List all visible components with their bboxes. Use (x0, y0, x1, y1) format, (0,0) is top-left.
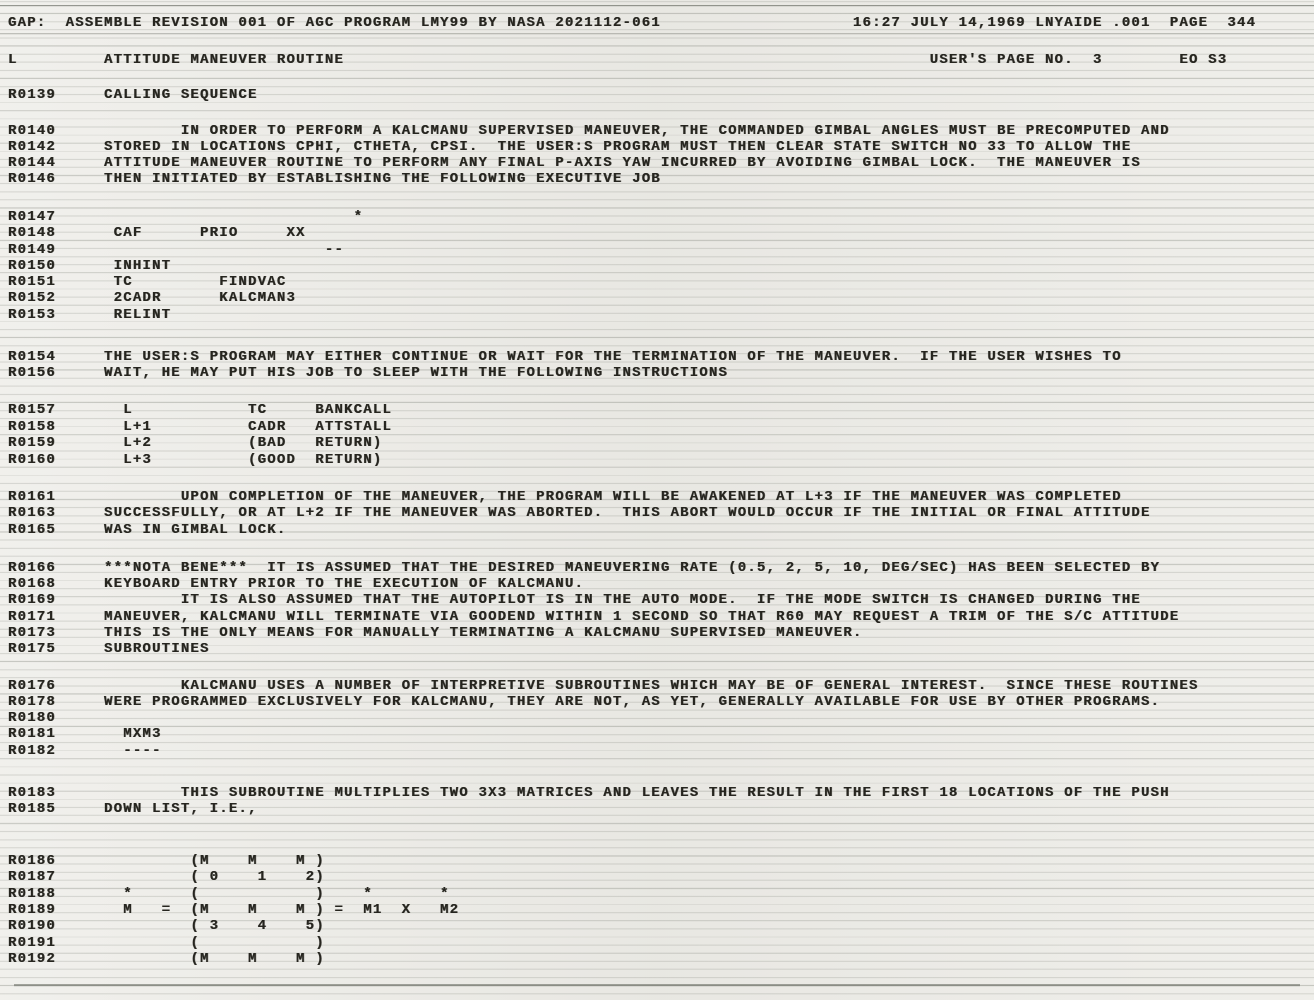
listing-line-r0160: R0160 L+3 (GOOD RETURN) (8, 452, 383, 468)
listing-line-r0171: R0171 MANEUVER, KALCMANU WILL TERMINATE VIA GOODEND WITHIN 1 SECOND SO THAT R60 MAY REQUEST A TRIM OF THE S/C ATTITUDE (8, 609, 1180, 625)
listing-line-r0187: R0187 ( 0 1 2) (8, 869, 325, 885)
listing-line-r0188: R0188 * ( ) * * (8, 886, 450, 902)
listing-line-r0181: R0181 MXM3 (8, 726, 162, 742)
listing-line-r0161: R0161 UPON COMPLETION OF THE MANEUVER, THE PROGRAM WILL BE AWAKENED AT L+3 IF THE MANEUVER WAS COMPLETED (8, 489, 1122, 505)
listing-line-r0147: R0147 * (8, 209, 364, 225)
listing-line-r0153: R0153 RELINT (8, 307, 172, 323)
paper-rule-bottom (14, 984, 1300, 986)
listing-line-r0190: R0190 ( 3 4 5) (8, 918, 325, 934)
listing-line-r0146: R0146 THEN INITIATED BY ESTABLISHING THE FOLLOWING EXECUTIVE JOB (8, 171, 661, 187)
listing-line-r0176: R0176 KALCMANU USES A NUMBER OF INTERPRETIVE SUBROUTINES WHICH MAY BE OF GENERAL INTEREST. SINCE THESE ROUTINES (8, 678, 1199, 694)
listing-line-r0189: R0189 M = (M M M ) = M1 X M2 (8, 902, 460, 918)
listing-line-r0139: R0139 CALLING SEQUENCE (8, 87, 258, 103)
listing-line-r0166: R0166 ***NOTA BENE*** IT IS ASSUMED THAT THE DESIRED MANEUVERING RATE (0.5, 2, 5, 10, DEG/SEC) HAS BEEN SELECTED BY (8, 560, 1161, 576)
paper-rule-under-header (0, 33, 1314, 34)
listing-line-r0173: R0173 THIS IS THE ONLY MEANS FOR MANUALLY TERMINATING A KALCMANU SUPERVISED MANEUVER. (8, 625, 863, 641)
listing-line-r0156: R0156 WAIT, HE MAY PUT HIS JOB TO SLEEP WITH THE FOLLOWING INSTRUCTIONS (8, 365, 729, 381)
listing-line-r0163: R0163 SUCCESSFULLY, OR AT L+2 IF THE MANEUVER WAS ABORTED. THIS ABORT WOULD OCCUR IF THE INITIAL OR FINAL ATTITUDE (8, 505, 1151, 521)
header-line-assembly: GAP: ASSEMBLE REVISION 001 OF AGC PROGRAM LMY99 BY NASA 2021112-061 16:27 JULY 14,1969 LNYAIDE .001 PAGE 344 (8, 15, 1257, 31)
listing-line-r0183: R0183 THIS SUBROUTINE MULTIPLIES TWO 3X3 MATRICES AND LEAVES THE RESULT IN THE FIRST 18 LOCATIONS OF THE PUSH (8, 785, 1170, 801)
listing-line-r0151: R0151 TC FINDVAC (8, 274, 287, 290)
listing-line-r0175: R0175 SUBROUTINES (8, 641, 210, 657)
header-line-section-title: L ATTITUDE MANEUVER ROUTINE USER'S PAGE NO. 3 EO S3 (8, 52, 1228, 68)
listing-line-r0148: R0148 CAF PRIO XX (8, 225, 306, 241)
listing-line-r0142: R0142 STORED IN LOCATIONS CPHI, CTHETA, CPSI. THE USER:S PROGRAM MUST THEN CLEAR STATE SWITCH NO 33 TO ALLOW THE (8, 139, 1132, 155)
listing-line-r0150: R0150 INHINT (8, 258, 172, 274)
listing-line-r0192: R0192 (M M M ) (8, 951, 325, 967)
listing-line-r0169: R0169 IT IS ALSO ASSUMED THAT THE AUTOPILOT IS IN THE AUTO MODE. IF THE MODE SWITCH IS CHANGED DURING THE (8, 592, 1141, 608)
listing-line-r0154: R0154 THE USER:S PROGRAM MAY EITHER CONTINUE OR WAIT FOR THE TERMINATION OF THE MANEUVER. IF THE USER WISHES TO (8, 349, 1122, 365)
listing-line-r0152: R0152 2CADR KALCMAN3 (8, 290, 297, 306)
listing-line-r0159: R0159 L+2 (BAD RETURN) (8, 435, 383, 451)
listing-line-r0185: R0185 DOWN LIST, I.E., (8, 801, 258, 817)
listing-line-r0144: R0144 ATTITUDE MANEUVER ROUTINE TO PERFORM ANY FINAL P-AXIS YAW INCURRED BY AVOIDING GIMBAL LOCK. THE MANEUVER IS (8, 155, 1141, 171)
listing-line-r0182: R0182 ---- (8, 743, 162, 759)
listing-line-r0149: R0149 -- (8, 242, 345, 258)
listing-line-r0186: R0186 (M M M ) (8, 853, 325, 869)
listing-line-r0157: R0157 L TC BANKCALL (8, 402, 393, 418)
listing-line-r0180: R0180 (8, 710, 57, 726)
listing-line-r0158: R0158 L+1 CADR ATTSTALL (8, 419, 393, 435)
listing-line-r0140: R0140 IN ORDER TO PERFORM A KALCMANU SUPERVISED MANEUVER, THE COMMANDED GIMBAL ANGLES MUST BE PRECOMPUTED AND (8, 123, 1170, 139)
listing-line-r0168: R0168 KEYBOARD ENTRY PRIOR TO THE EXECUTION OF KALCMANU. (8, 576, 585, 592)
listing-line-r0191: R0191 ( ) (8, 935, 325, 951)
listing-line-r0165: R0165 WAS IN GIMBAL LOCK. (8, 522, 287, 538)
paper-rule-top (0, 5, 1314, 6)
listing-line-r0178: R0178 WERE PROGRAMMED EXCLUSIVELY FOR KALCMANU, THEY ARE NOT, AS YET, GENERALLY AVAILABLE FOR USE BY OTHER PROGRAMS. (8, 694, 1161, 710)
